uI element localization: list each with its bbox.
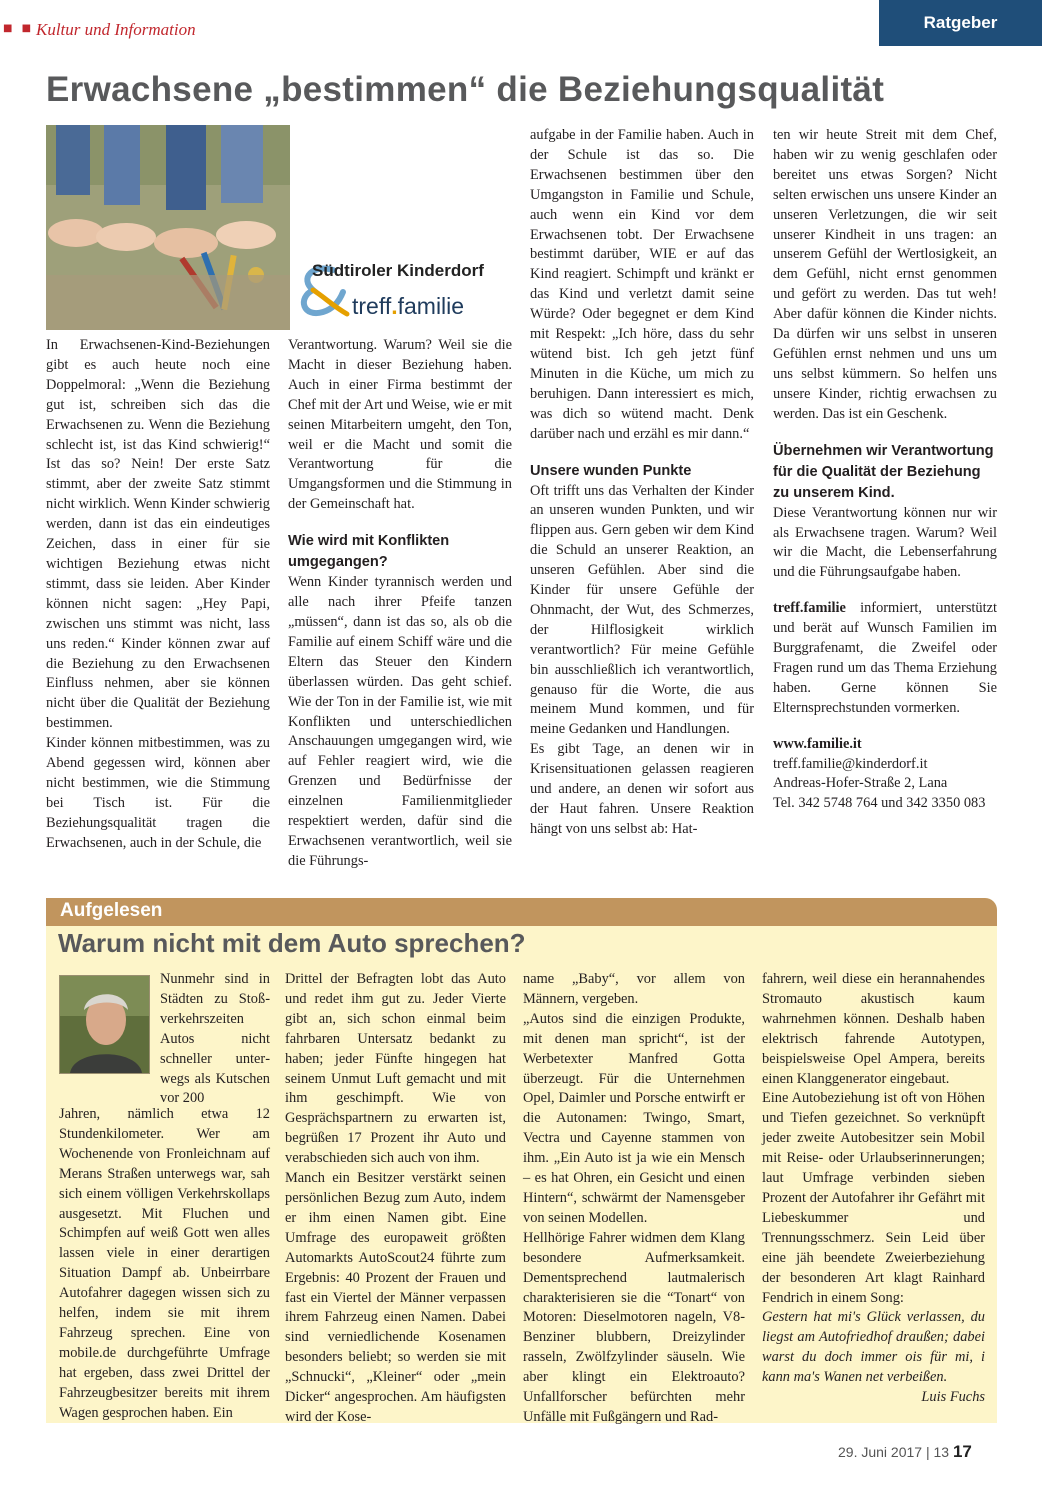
page-footer [838, 1442, 972, 1462]
section-title: Kultur und Information [36, 20, 196, 39]
paragraph: In Erwachsenen-Kind-Beziehungen gibt es auch heute noch eine Doppelmoral: „Wenn die Beziehung gut ist, schreiben sich das die Erwachsenen zu. Wenn die Beziehung schlecht ist, ist das Kind schwierig!“ Ist das so? Nein! Der erste Satz stimmt, aber der zweite Satz stimmt nicht wirklich. Wenn Kinder schwierig werden, dann ist das ein eindeutiges Zeichen, dass in einer für sie wichtigen Beziehung etwas nicht stimmt, dass sie leiden. Aber Kinder können nicht sagen: „Hey Papi, zwischen uns stimmt was nicht, lass uns reden.“ Kinder können zwar auf die Beziehung zu den Erwachsenen Einfluss nehmen, aber sie können nicht über die Qualität der Beziehung bestimmen. [46, 337, 270, 732]
author-signature: Luis Fuchs [921, 1389, 985, 1406]
issue-date: 29. Juni 2017 [838, 1444, 923, 1460]
paragraph: Kinder können mitbestimmen, was zu Abend gegessen wird, können aber nicht bestimmen, wie die Stimmung bei Tisch ist. Für die Beziehungsqualität tragen die Erwachsenen, auch in der Schule, die [46, 735, 270, 851]
paragraph: Oft trifft uns das Verhalten der Kinder an unseren wunden Punkten, und wir flippen aus. Gern geben wir dem Kind die Schuld an unserer Reaktion, an unseren Gefühlen. Aber sind die Kinder für unsere Gefühle der Ohnmacht, der Wut, des Schmerzes, der Hilflosigkeit wirklich verantwortlich? Für meine Gefühle bin ausschließlich ich verantwortlich, genauso für die Worte, die aus meinem Mund kommen, und für meine Gedanken und Handlungen. [530, 482, 754, 738]
song-quote: Gestern hat mi's Glück verlassen, du liegst am Autofriedhof draußen; dabei warst du doch immer ois für mi, i kann ma's Wanen net verbeißen. [762, 1309, 985, 1386]
box-column-3 [523, 970, 745, 1428]
info-paragraph [773, 599, 997, 718]
paragraph: Hellhörige Fahrer widmen dem Klang besondere Aufmerksamkeit. Dementsprechend lautmalerisch charakterisieren sie die “Tonart“ von Motoren: Dieselmotoren nageln, V8-Benziner blubbern, Dreizylinder rasseln, Zwölfzylinder säuseln. Wie aber klingt ein Elektroauto? Unfallforscher befürchten mehr Unfälle mit Fußgängern und Rad- [523, 1229, 745, 1425]
box-column-1-wrap [160, 970, 270, 1109]
issue-number: 13 [933, 1444, 950, 1460]
section-marker: ■ ■ [3, 23, 35, 34]
paragraph: name „Baby“, vor allem von Männern, vergeben. [523, 971, 745, 1007]
paragraph: Verantwortung. Warum? Weil sie die Macht in dieser Beziehung haben. Auch in einer Firma bestimmt der Chef mit der Art und Weise, wie er mit seinen Mitarbeitern umgeht, den Ton, weil er die Macht und somit die Verantwortung für die Umgangsformen und die Stimmung in der Gemeinschaft hat. [288, 337, 512, 513]
paragraph: Diese Verantwortung können nur wir als Erwachsene tragen. Warum? Weil wir die Macht, die Lebenserfahrung und die Führungsaufgabe haben. [773, 504, 997, 581]
article-headline: Erwachsene „bestimmen“ die Beziehungsqualität [46, 70, 885, 109]
category-label: Ratgeber [923, 13, 998, 32]
logo-brand-part2: familie [397, 293, 465, 319]
contact-email[interactable]: treff.familie@kinderdorf.it [773, 755, 928, 772]
category-tab [879, 0, 1042, 46]
paragraph: ten wir heute Streit mit dem Chef, haben wir zu wenig geschlafen oder bereitet uns etwas Sorgen? Nicht selten erwischen uns unsere Kinder an unseren Verletzungen, die wir seit unserer Kindheit in uns tragen: an unserem Gefühl der Wertlosigkeit, an dem Gefühl, nicht ernst genommen und gefört zu werden. Das tut weh! Aber dafür können die Kinder nichts. Da dürfen wir uns selbst in unseren Gefühlen ernst nehmen und uns um uns selbst kümmern. So helfen uns unsere Kinder, richtig erwachsen zu werden. Das ist ein Geschenk. [773, 127, 997, 422]
article-column-1 [46, 336, 270, 854]
logo-brand-part1: treff [352, 293, 392, 319]
box-column-2 [285, 970, 506, 1428]
article-column-2 [288, 336, 512, 872]
box-headline: Warum nicht mit dem Auto sprechen? [58, 928, 526, 958]
paragraph: Jahren, nämlich etwa 12 Stundenkilometer. Wer am Wochenende von Fronleichnam auf Merans Straßen unterwegs war, sah sich einem völligen Verkehrskollaps ausgesetzt. Mit Fluchen und Schimpfen auf weiß Gott wen alles lassen viele in einer derartigen Situation Dampf ab. Unbeirrbare Autofahrer dagegen wissen sich zu helfen, indem sie mit ihrem Fahrzeug sprechen. Eine von mobile.de durchgeführte Umfrage hat ergeben, dass zwei Drittel der Fahrzeugbesitzer bereits mit ihrem Wagen gesprochen haben. Ein [59, 1106, 270, 1421]
subheading: Wie wird mit Konflikten umgegangen? [288, 533, 450, 571]
paragraph: fahrern, weil diese ein herannahendes Stromauto akustisch kaum wahrnehmen können. Deshalb haben elektrisch fahrende Autotypen, beispielsweise Opel Ampera, bereits einen Klanggenerator eingebaut. [762, 971, 985, 1087]
paragraph: Eine Autobeziehung ist oft von Höhen und Tiefen gezeichnet. So verknüpft jeder zweite Autobesitzer sein Mobil mit Reise- oder Urlaubserinnerungen; laut Umfrage verbinden sieben Prozent der Autofahrer ihr Gefährt mit Liebeskummer und Trennungsschmerz. Sein Leid über eine jäh beendete Zweierbeziehung der besonderen Art klagt Rainhard Fendrich in einem Song: [762, 1090, 985, 1306]
logo-text-organization: Südtiroler Kinderdorf [312, 261, 484, 280]
logo-text-brand [352, 293, 464, 320]
brand-name: treff.familie [773, 600, 846, 617]
footer-separator: | [925, 1444, 930, 1460]
paragraph: Es gibt Tage, an denen wir in Krisensituationen gelassen reagieren und andere, an denen wir sofort aus der Haut fahren. Unsere Reaktion hängt von uns selbst ab: Hat- [530, 741, 754, 837]
author-portrait [59, 975, 150, 1074]
info-text: informiert, unterstützt und berät auf Wunsch Familien im Burggrafenamt, die Zweifel oder Fragen rund um das Thema Erziehung haben. Gerne können Sie Elternsprechstunden vormerken. [773, 600, 997, 716]
article-photo [46, 125, 290, 330]
paragraph: „Autos sind die einzigen Produkte, mit denen man spricht“, ist der Werbetexter Manfred Gotta überzeugt. Für die Unternehmen Opel, Daimler und Porsche entwirft er die Autonamen: Twingo, Smart, Vectra und Cayenne stammen von ihm. „Ein Auto ist ja wie ein Mensch – es hat Ohren, ein Gesicht und einen Hintern“, schwärmt der Namensgeber von seinen Modellen. [523, 1010, 745, 1226]
contact-website[interactable]: www.familie.it [773, 735, 862, 752]
subheading: Unsere wunden Punkte [530, 462, 692, 479]
contact-address: Andreas-Hofer-Straße 2, Lana [773, 775, 948, 792]
box-label-bar [46, 898, 997, 926]
box-label: Aufgelesen [60, 900, 163, 921]
logo-brand-dot: . [391, 293, 398, 319]
article-column-3 [530, 126, 754, 840]
box-column-4 [762, 970, 985, 1408]
subheading: Übernehmen wir Verantwortung für die Qualität der Beziehung zu unserem Kind. [773, 442, 994, 501]
paragraph: aufgabe in der Familie haben. Auch in der Schule ist das so. Die Erwachsenen bestimmen über den Umgangston in Familie und Schule, auch wenn ein Kind vor dem Erwachsenen tobt. Der Erwachsene bestimmt darüber, WIE er auf das Kind reagiert. Schimpft und kränkt er das Kind und verletzt damit seine Würde? Oder begegnet er dem Kind mit Respekt: „Ich höre, dass du sehr wütend bist. Ich geh jetzt fünf Minuten in die Küche, um mich zu beruhigen. Dann interessiert es mich, was dich so wütend macht. Denk darüber nach und erzähl es mir dann.“ [530, 127, 754, 442]
box-column-1 [59, 1105, 270, 1424]
paragraph: Wenn Kinder tyrannisch werden und alle nach ihrer Pfeife tanzen „müssen“, dann ist das so, als ob die Familie auf einem Schiff wäre und die Eltern das Steuer den Kindern überlassen würden. Das geht schief. Wie der Ton in der Familie ist, wie mit Konflikten und unterschiedlichen Anschauungen umgegangen wird, wie auf Fehler reagiert wird, wie die Grenzen und Bedürfnisse der einzelnen Familienmitglieder respektiert werden, dafür sind die Erwachsenen verantwortlich, weil sie die Führungs- [288, 574, 512, 869]
page-number: 17 [952, 1442, 972, 1461]
contact-phone: Tel. 342 5748 764 und 342 3350 083 [773, 795, 986, 812]
paragraph: Drittel der Befragten lobt das Auto und redet ihm gut zu. Jeder Vierte gibt an, sich schon einmal beim fahrbaren Untersatz bedankt zu haben; jeder Fünfte hingegen hat seinem Unmut Luft gemacht und mit ihm geschimpft. Wie von Gesprächspartnern zu erwarten ist, begrüßen 17 Prozent ihr Auto und verabschieden sich auch von ihm. [285, 971, 506, 1167]
paragraph: Manch ein Besitzer verstärkt seinen persönlichen Bezug zum Auto, indem er ihm einen Namen gibt. Eine Umfrage des europaweit größten Automarkts AutoScout24 führte zum Ergebnis: 40 Prozent der Frauen und fast ein Viertel der Männer verpassen ihrem Fahrzeug einen Namen. Dabei sind verniedlichende Kosenamen besonders beliebt; so werden sie mit „Schnucki“, „Kleiner“ oder „mein Dicker“ angesprochen. Am häufigsten wird der Kose- [285, 1170, 506, 1425]
article-column-4 [773, 126, 997, 814]
paragraph: Nunmehr sind in Städten zu Stoßverkehrszeiten Autos nicht schneller unterwegs als Kutschen vor 200 [160, 971, 270, 1107]
